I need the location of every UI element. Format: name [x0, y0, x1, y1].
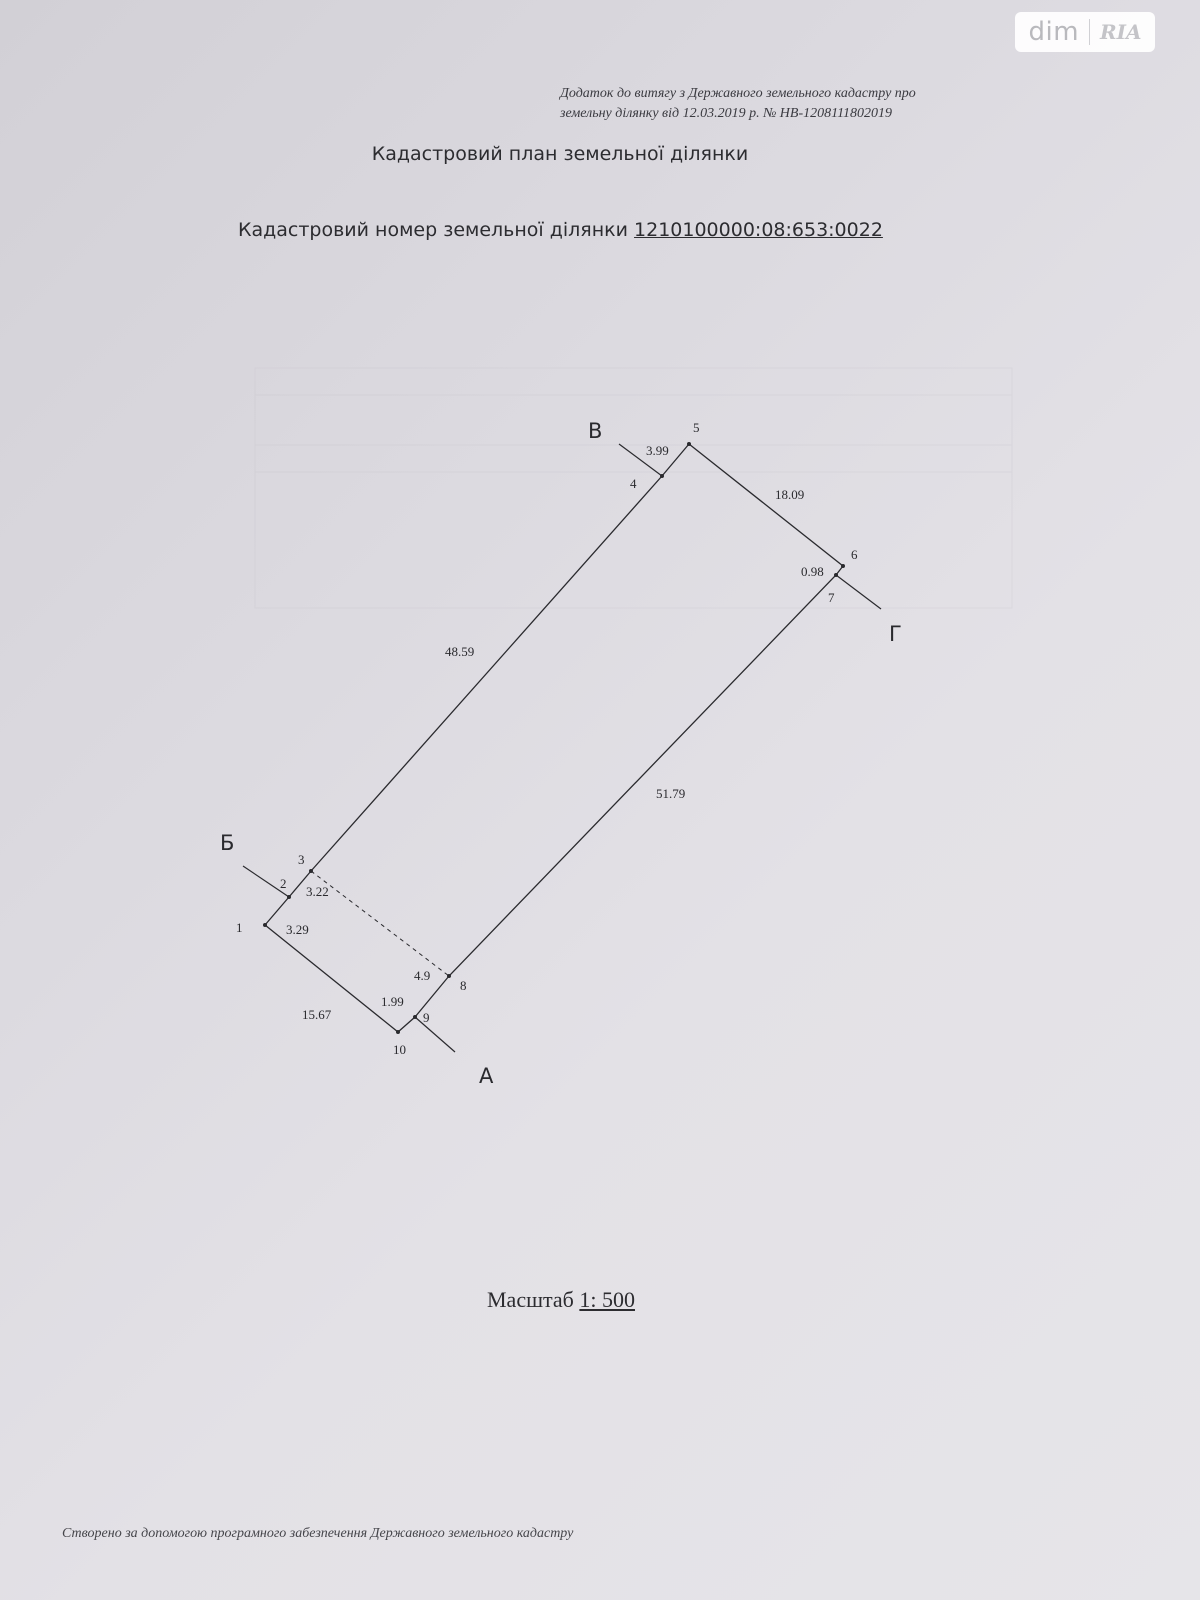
neighbour-label-g: Г [889, 622, 902, 646]
point-label-8: 8 [460, 978, 467, 993]
dimension-9-10: 1.99 [381, 994, 404, 1009]
vertex-7 [834, 573, 838, 577]
vertex-10 [396, 1030, 400, 1034]
point-label-10: 10 [393, 1042, 406, 1057]
appendix-note-line-1: Додаток до витягу з Державного земельного кадастру про [560, 86, 916, 101]
dimension-5-6: 18.09 [775, 487, 805, 502]
cadastral-number-label: Кадастровий номер земельної ділянки [238, 219, 628, 241]
vertex-3 [309, 869, 313, 873]
point-label-7: 7 [828, 590, 835, 605]
point-label-3: 3 [298, 852, 305, 867]
dimension-8-9: 4.9 [414, 968, 431, 983]
watermark-ria-text: RIA [1100, 20, 1142, 44]
scale-label: Масштаб [487, 1287, 574, 1312]
neighbour-line-g [836, 575, 881, 609]
dimension-10-1: 15.67 [302, 1007, 332, 1022]
vertex-1 [263, 923, 267, 927]
point-label-2: 2 [280, 876, 287, 891]
vertex-2 [287, 895, 291, 899]
neighbour-label-v: В [588, 419, 603, 443]
neighbour-label-a: А [479, 1064, 494, 1088]
vertex-6 [841, 564, 845, 568]
vertex-markers [263, 442, 845, 1034]
internal-dashed-line [311, 871, 449, 976]
scale-value: 1: 500 [579, 1287, 635, 1312]
vertex-9 [413, 1015, 417, 1019]
neighbour-label-b: Б [220, 831, 235, 855]
parcel-boundary [265, 444, 843, 1032]
dimension-1-2: 3.29 [286, 922, 309, 937]
vertex-4 [660, 474, 664, 478]
dimension-6-7: 0.98 [801, 564, 824, 579]
page-title: Кадастровий план земельної ділянки [371, 143, 749, 165]
point-label-6: 6 [851, 547, 858, 562]
cadastral-number-value: 1210100000:08:653:0022 [634, 219, 883, 241]
point-label-5: 5 [693, 420, 700, 435]
dimension-4-5: 3.99 [646, 443, 669, 458]
point-label-4: 4 [630, 476, 637, 491]
software-footer-note: Створено за допомогою програмного забезпечення Державного земельного кадастру [62, 1526, 574, 1541]
point-label-9: 9 [423, 1010, 430, 1025]
dimension-7-8: 51.79 [656, 786, 686, 801]
vertex-8 [447, 974, 451, 978]
neighbour-line-a [415, 1017, 455, 1052]
dimension-2-3: 3.22 [306, 884, 329, 899]
map-scale [487, 1287, 635, 1313]
watermark-dim-text: dim [1028, 17, 1080, 47]
point-label-1: 1 [236, 920, 243, 935]
dimension-3-4: 48.59 [445, 644, 475, 659]
appendix-note-line-2: земельну ділянку від 12.03.2019 р. № НВ-1208111802019 [560, 106, 893, 121]
vertex-5 [687, 442, 691, 446]
